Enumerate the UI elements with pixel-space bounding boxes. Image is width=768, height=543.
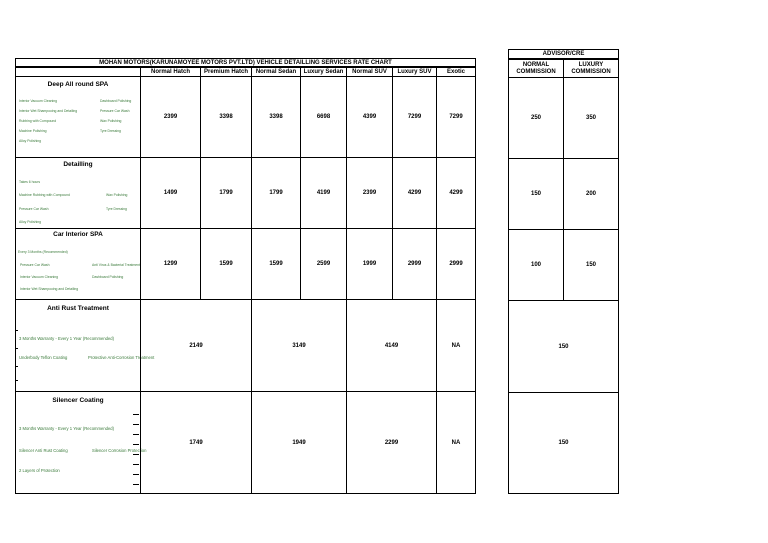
feature-item: Machine Polishing <box>19 129 47 133</box>
price-cell: NA <box>436 391 476 494</box>
price-cell-merged: 1949 <box>251 391 347 494</box>
feature-item: Interior Wet Shampooing and Detailing <box>20 287 79 291</box>
col-luxury-suv: Luxury SUV <box>392 67 437 77</box>
price-cell-merged: 2299 <box>346 391 437 494</box>
service-detailling <box>15 157 141 229</box>
advisor-table <box>508 49 619 494</box>
price-cell: 1499 <box>140 157 201 229</box>
feature-item: Pressure Car Wash <box>20 263 50 267</box>
price-cell-merged: 3149 <box>251 299 347 392</box>
service-name: Deep All round SPA <box>47 81 109 88</box>
feature-item: Protective Anti-Corrosion Treatment <box>88 355 155 360</box>
commission-cell-merged: 150 <box>508 300 619 393</box>
normal-commission-cell: 100 <box>508 229 564 301</box>
tick-mark <box>133 434 139 435</box>
feature-item: Alloy Polishing <box>19 139 42 143</box>
feature-item: Tyre Dressing <box>106 207 127 211</box>
feature-item: Interior Vacuum Cleaning <box>19 99 58 103</box>
feature-item: Machine Rubbing with Compound <box>19 193 70 197</box>
normal-commission-cell: 150 <box>508 158 564 230</box>
feature-item: Rubbing with Compound <box>19 119 57 123</box>
feature-item: Interior Wet Shampooing and Detailing <box>19 109 78 113</box>
price-cell: 2399 <box>140 76 201 158</box>
price-cell: 1599 <box>251 228 301 300</box>
price-cell-merged: 2149 <box>140 299 252 392</box>
luxury-commission-cell: 150 <box>563 229 619 301</box>
price-cell: 1599 <box>200 228 252 300</box>
tick-mark <box>133 484 139 485</box>
tick-mark <box>16 380 18 381</box>
normal-commission-cell: 250 <box>508 77 564 159</box>
service-anti-rust <box>15 299 155 392</box>
price-cell: 2599 <box>300 228 347 300</box>
price-cell: 2999 <box>392 228 437 300</box>
luxury-commission-cell: 350 <box>563 77 619 159</box>
feature-item: 3 Months Warranty - Every 1 Year (Recommended) <box>19 336 115 341</box>
price-cell: 3398 <box>200 76 252 158</box>
feature-item: Wax Polishing <box>106 193 128 197</box>
tick-mark <box>133 454 139 455</box>
col-normal-suv: Normal SUV <box>346 67 393 77</box>
price-cell: 2399 <box>346 157 393 229</box>
feature-item: Pressure Car Wash <box>100 109 130 113</box>
col-premium-hatch: Premium Hatch <box>200 67 252 77</box>
col-exotic: Exotic <box>436 67 476 77</box>
service-silencer-coating <box>15 391 147 494</box>
feature-item: 3 Months Warranty - Every 1 Year (Recommended) <box>19 426 115 431</box>
price-cell: 1299 <box>140 228 201 300</box>
feature-item: Underbody Teflon Coating <box>19 355 68 360</box>
service-name: Detailling <box>63 161 93 168</box>
feature-item: Dashboard Polishing <box>92 275 124 279</box>
rate-table <box>15 58 476 494</box>
tick-mark <box>133 414 139 415</box>
col-normal-sedan: Normal Sedan <box>251 67 301 77</box>
tick-mark <box>16 348 18 349</box>
price-cell: 2999 <box>436 228 476 300</box>
service-name: Silencer Coating <box>52 397 104 404</box>
feature-item: Every 3 Months (Recommended) <box>18 250 68 254</box>
tick-mark <box>133 444 139 445</box>
col-normal-hatch: Normal Hatch <box>140 67 201 77</box>
tick-mark <box>133 474 139 475</box>
price-cell: 6698 <box>300 76 347 158</box>
service-deep-spa <box>15 76 141 158</box>
price-cell: 4299 <box>436 157 476 229</box>
commission-cell-merged: 150 <box>508 392 619 494</box>
luxury-commission-header: LUXURY COMMISSION <box>563 59 619 78</box>
price-cell: NA <box>436 299 476 392</box>
price-cell: 7299 <box>436 76 476 158</box>
price-cell: 1799 <box>200 157 252 229</box>
tick-mark <box>133 464 139 465</box>
price-cell: 4399 <box>346 76 393 158</box>
price-cell: 1999 <box>346 228 393 300</box>
service-car-interior-spa <box>15 228 141 300</box>
luxury-commission-cell: 200 <box>563 158 619 230</box>
normal-commission-header: NORMAL COMMISSION <box>508 59 564 78</box>
price-cell-merged: 1749 <box>140 391 252 494</box>
price-cell: 3398 <box>251 76 301 158</box>
feature-item: Alloy Polishing <box>19 220 42 224</box>
price-cell: 4299 <box>392 157 437 229</box>
service-name: Car Interior SPA <box>53 231 103 238</box>
feature-item: Dashboard Polishing <box>100 99 132 103</box>
tick-mark <box>16 330 18 331</box>
feature-item: Wax Polishing <box>100 119 122 123</box>
tick-mark <box>16 366 18 367</box>
price-cell: 1799 <box>251 157 301 229</box>
price-cell: 4199 <box>300 157 347 229</box>
col-luxury-sedan: Luxury Sedan <box>300 67 347 77</box>
tick-mark <box>133 424 139 425</box>
feature-item: Silencer Anti Rust Coating <box>19 448 68 453</box>
feature-item: Takes 6 hours <box>19 180 41 184</box>
feature-item: Anti Virus & Bacterial Treatment <box>92 263 140 267</box>
feature-item: 2 Layers of Protection <box>19 468 60 473</box>
feature-item: Pressure Car Wash <box>19 207 49 211</box>
price-cell: 7299 <box>392 76 437 158</box>
feature-item: Interior Vacuum Cleaning <box>20 275 59 279</box>
advisor-title: ADVISOR/CRE <box>508 49 619 59</box>
chart-title: MOHAN MOTORS(KARUNAMOYEE MOTORS PVT.LTD) VEHICLE DETAILLING SERVICES RATE CHART <box>15 58 476 67</box>
feature-item: Silencer Corrosion Protection <box>92 448 147 453</box>
price-cell-merged: 4149 <box>346 299 437 392</box>
service-name: Anti Rust Treatment <box>47 305 109 312</box>
feature-item: Tyre Dressing <box>100 129 121 133</box>
